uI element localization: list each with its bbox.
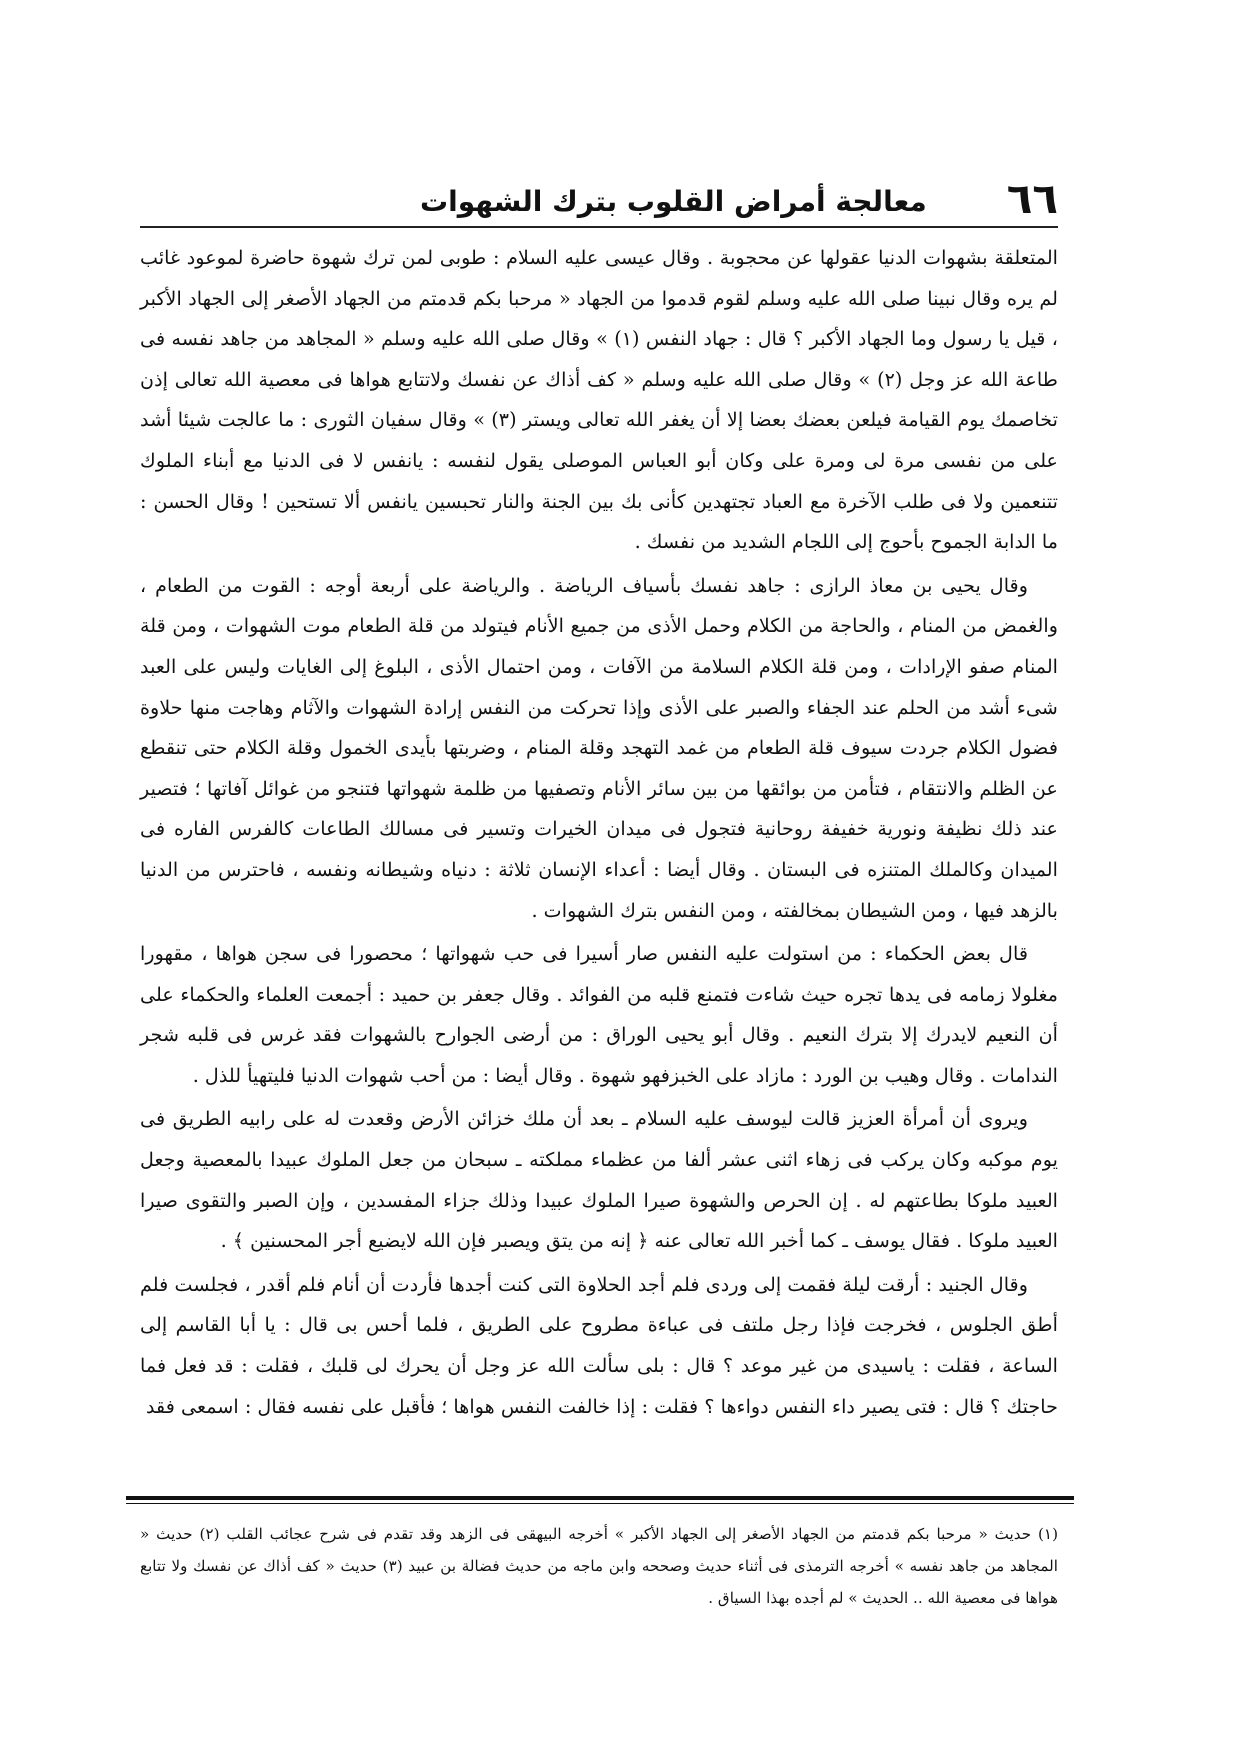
paragraph-1: المتعلقة بشهوات الدنيا عقولها عن محجوبة . وقال عيسى عليه السلام : طوبى لمن ترك شهوة حاضرة لموعود غائب لم يره وقال نبينا صلى الله عليه وسلم لقوم قدموا من الجهاد « مرحبا بكم قدمتم من الجهاد الأصغر إلى الجهاد الأكبر ، قيل يا رسول وما الجهاد الأكبر ؟ قال : جهاد النفس (١) » وقال صلى الله عليه وسلم « المجاهد من جاهد نفسه فى طاعة الله عز وجل (٢) » وقال صلى الله عليه وسلم « كف أذاك عن نفسك ولاتتابع هواها فى معصية الله تعالى إذن تخاصمك يوم القيامة فيلعن بعضك بعضا إلا أن يغفر الله تعالى ويستر (٣) » وقال سفيان الثورى : ما عالجت شيئا أشد على من نفسى مرة لى ومرة على وكان أبو العباس الموصلى يقول لنفسه : يانفس لا فى الدنيا مع أبناء الملوك تتنعمين ولا فى طلب الآخرة مع العباد تجتهدين كأنى بك بين الجنة والنار تحبسين يانفس ألا تستحين ! وقال الحسن : ما الدابة الجموح بأحوج إلى اللجام الشديد من نفسك . — [140, 246, 1059, 554]
paragraph-5: وقال الجنيد : أرقت ليلة فقمت إلى وردى فلم أجد الحلاوة التى كنت أجدها فأردت أن أنام فلم أقدر ، فجلست فلم أطق الجلوس ، فخرجت فإذا رجل ملتف فى عباءة مطروح على الطريق ، فلما أحس بى قال : يا أبا القاسم إلى الساعة ، فقلت : ياسيدى من غير موعد ؟ قال : بلى سألت الله عز وجل أن يحرك لى قلبك ، فقلت : قد فعل فما حاجتك ؟ قال : فتى يصير داء النفس دواءها ؟ فقلت : إذا خالفت النفس هواها ؛ فأقبل على نفسه فقال : اسمعى فقد — [140, 1272, 1058, 1418]
main-text — [140, 238, 1058, 1427]
footnote-separator — [126, 1496, 1074, 1504]
page-header — [140, 168, 1058, 228]
separator-thick-line — [126, 1496, 1074, 1500]
paragraph-2: وقال يحيى بن معاذ الرازى : جاهد نفسك بأسياف الرياضة . والرياضة على أربعة أوجه : القوت من الطعام ، والغمض من المنام ، والحاجة من الكلام وحمل الأذى من جميع الأنام فيتولد من قلة الطعام موت الشهوات ، ومن قلة المنام صفو الإرادات ، ومن قلة الكلام السلامة من الآفات ، ومن احتمال الأذى ، البلوغ إلى الغايات وليس على العبد شىء أشد من الحلم عند الجفاء والصبر على الأذى وإذا تحركت من النفس إرادة الشهوات والآثام وهاجت منها حلاوة فضول الكلام جردت سيوف قلة الطعام من غمد التهجد وقلة المنام ، وضربتها بأيدى الخمول وقلة الكلام حتى تنقطع عن الظلم والانتقام ، فتأمن من بوائقها من بين سائر الأنام وتصفيها من ظلمة شهواتها فتنجو من غوائل آفاتها ؛ فتصير عند ذلك نظيفة ونورية خفيفة روحانية فتجول فى ميدان الخيرات وتسير فى مسالك الطاعات كالفرس الفاره فى الميدان وكالملك المتنزه فى البستان . وقال أيضا : أعداء الإنسان ثلاثة : دنياه وشيطانه ونفسه ، فاحترس من الدنيا بالزهد فيها ، ومن الشيطان بمخالفته ، ومن النفس بترك الشهوات . — [140, 573, 1058, 922]
paragraph-4: ويروى أن أمرأة العزيز قالت ليوسف عليه السلام ـ بعد أن ملك خزائن الأرض وقعدت له على رابيه الطريق فى يوم موكبه وكان يركب فى زهاء اثنى عشر ألفا من عظماء مملكته ـ سبحان من جعل الملوك عبيدا بالمعصية وجعل العبيد ملوكا بطاعتهم له . إن الحرص والشهوة صيرا الملوك عبيدا وذلك جزاء المفسدين ، وإن الصبر والتقوى صيرا العبيد ملوكا . فقال يوسف ـ كما أخبر الله تعالى عنه ﴿ إنه من يتق ويصبر فإن الله لايضيع أجر المحسنين ﴾ . — [140, 1107, 1058, 1253]
footnotes — [140, 1518, 1058, 1614]
footnote-text: (١) حديث « مرحبا بكم قدمتم من الجهاد الأصغر إلى الجهاد الأكبر » أخرجه البيهقى فى الزهد وقد تقدم فى شرح عجائب القلب (٢) حديث « المجاهد من جاهد نفسه » أخرجه الترمذى فى أثناء حديث وصححه وابن ماجه من حديث فضالة بن عبيد (٣) حديث « كف أذاك عن نفسك ولا تتابع هواها فى معصية الله .. الحديث » لم أجده بهذا السياق . — [140, 1525, 1059, 1607]
page-number: ٦٦ — [1006, 174, 1058, 223]
separator-thin-line — [126, 1503, 1074, 1504]
running-title: معالجة أمراض القلوب بترك الشهوات — [420, 185, 927, 218]
paragraph-3: قال بعض الحكماء : من استولت عليه النفس صار أسيرا فى حب شهواتها ؛ محصورا فى سجن هواها ، مقهورا مغلولا زمامه فى يدها تجره حيث شاءت فتمنع قلبه من الفوائد . وقال جعفر بن حميد : أجمعت العلماء والحكماء على أن النعيم لايدرك إلا بترك النعيم . وقال أبو يحيى الوراق : من أرضى الجوارح بالشهوات فقد غرس فى قلبه شجر الندامات . وقال وهيب بن الورد : مازاد على الخبزفهو شهوة . وقال أيضا : من أحب شهوات الدنيا فليتهيأ للذل . — [140, 942, 1058, 1087]
